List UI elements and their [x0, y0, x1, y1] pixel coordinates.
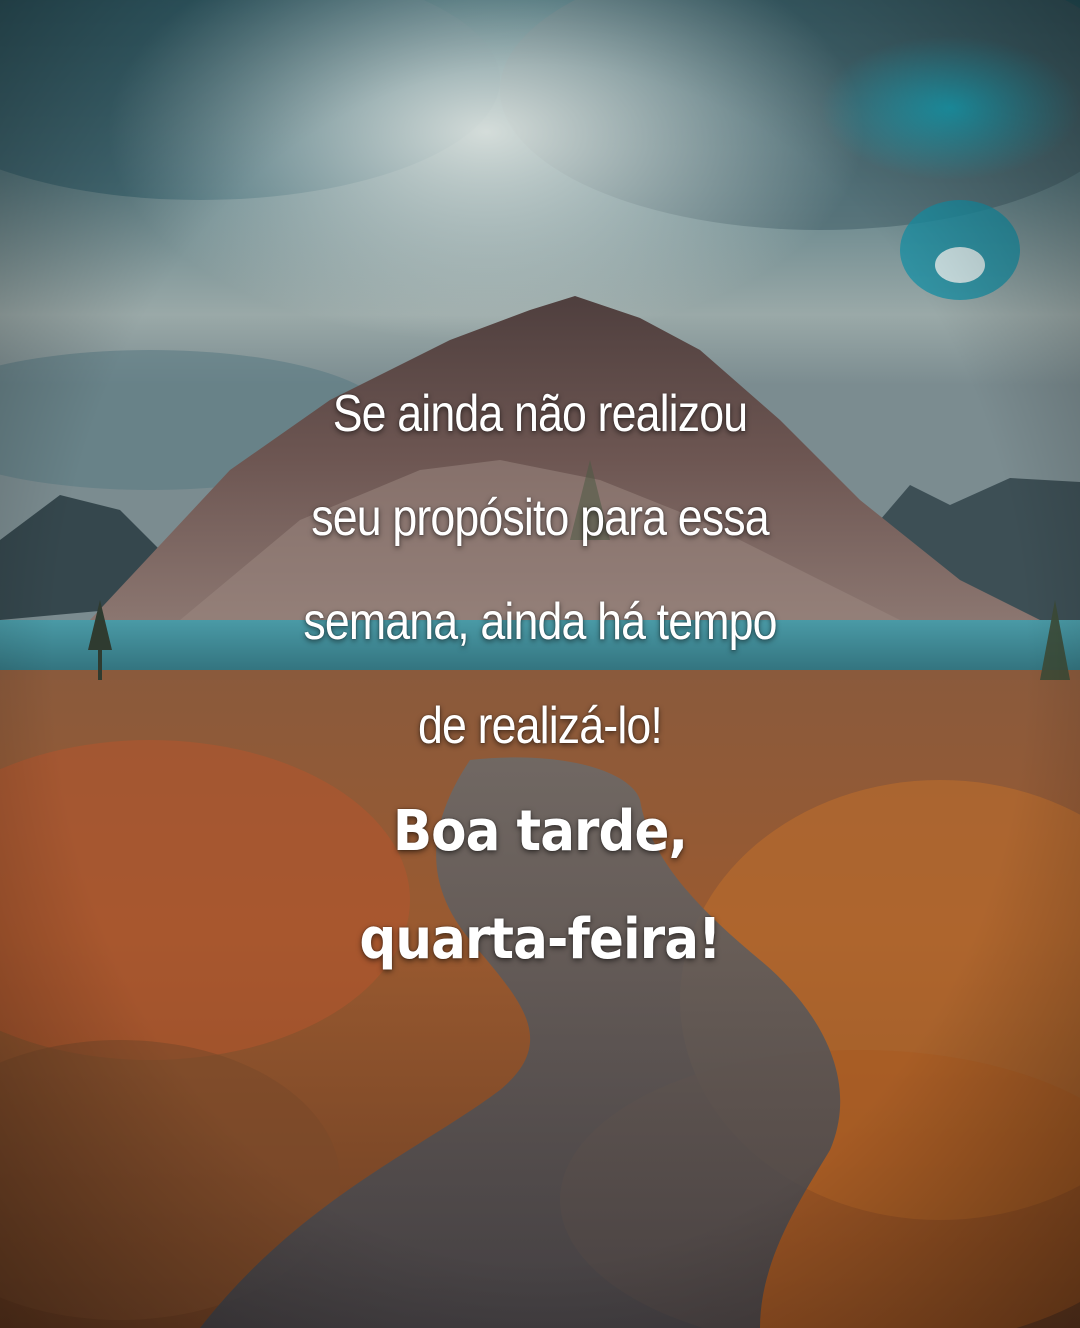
greeting-line-1: Boa tarde,	[392, 799, 688, 864]
greeting-line-2: quarta-feira!	[359, 907, 721, 972]
quote-line-1: Se ainda não realizou	[332, 385, 748, 443]
quote-line-3: semana, ainda há tempo	[303, 593, 777, 651]
quote-line-4: de realizá-lo!	[418, 697, 662, 755]
quote-overlay	[90, 362, 990, 994]
quote-line-2: seu propósito para essa	[311, 489, 769, 547]
